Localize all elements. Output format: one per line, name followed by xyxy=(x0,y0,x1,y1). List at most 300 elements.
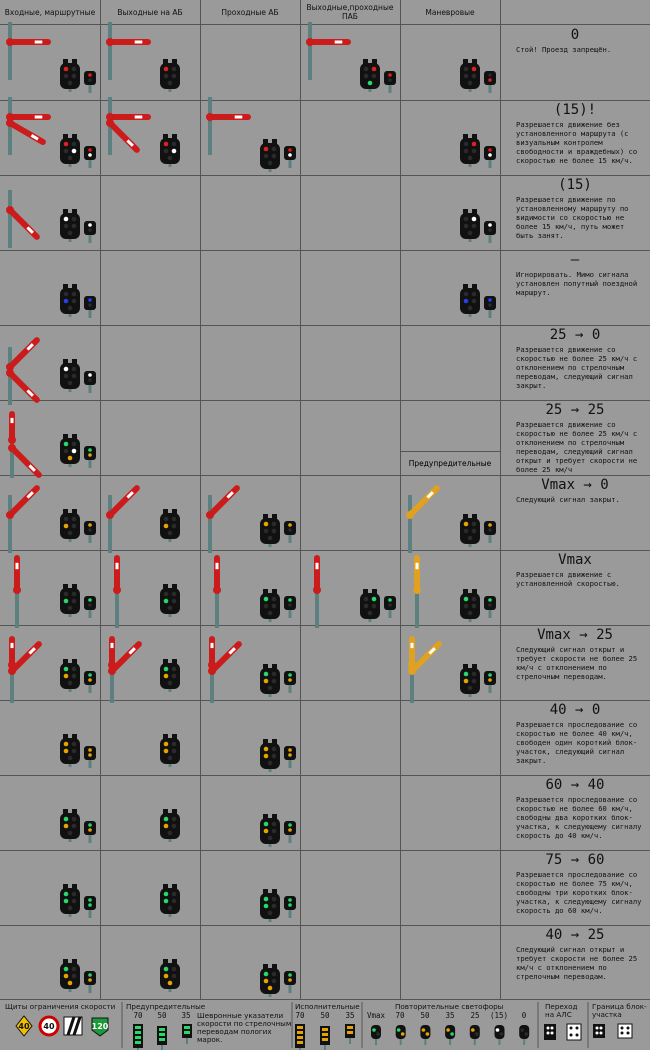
signal-lamp xyxy=(64,149,69,154)
signal-lamp xyxy=(288,148,292,152)
aspect-title: 40 → 25 xyxy=(545,927,605,943)
signal-head xyxy=(284,596,296,610)
signal-lamp xyxy=(88,978,92,982)
signal-lamp xyxy=(72,367,77,372)
light-signal xyxy=(60,359,80,392)
repeater-lamp xyxy=(496,1028,500,1032)
signal-head xyxy=(84,296,96,310)
signal-lamp xyxy=(72,224,77,229)
dwarf-signal xyxy=(84,371,96,393)
semaphore-pivot xyxy=(206,113,214,121)
signal-mast xyxy=(161,1045,163,1050)
signal-lamp xyxy=(172,524,177,529)
signal-lamp xyxy=(464,522,469,527)
signal-lamp xyxy=(464,224,469,229)
signal-lamp xyxy=(168,981,173,986)
signal-lamp xyxy=(268,986,273,991)
signal-visor xyxy=(272,739,277,745)
light-signal xyxy=(60,584,80,617)
column-header-pab: Выходные,проходные ПАБ xyxy=(306,3,394,21)
warning-indicator-lamp xyxy=(135,1041,141,1044)
speed-board-value: 40 xyxy=(18,1022,30,1031)
signal-visor xyxy=(172,134,177,140)
aspect-text: Разрешается движение без установленного маршрута (с визуальным контролем свободности и враждебных) со скоростью не более 15 км/ч. xyxy=(516,120,638,165)
signal-lamp xyxy=(88,603,92,607)
signal-visor xyxy=(72,134,77,140)
light-signal xyxy=(460,514,480,547)
semaphore-pivot xyxy=(6,369,14,377)
column-header-exit-ab: Выходные на АБ xyxy=(117,7,183,17)
repeater-lamp xyxy=(500,1032,504,1036)
light-signal xyxy=(160,734,180,767)
als-sign xyxy=(567,1024,581,1040)
signal-lamp xyxy=(68,306,73,311)
signal-visor xyxy=(163,809,168,815)
signal-lamp xyxy=(88,898,92,902)
signal-lamp xyxy=(472,672,477,677)
aspect-text: Разрешается движение со скоростью не более 25 км/ч с отклонением по стрелочным переводам, следующий сигнал открыт и требует скорости не более 25 км/ч xyxy=(516,420,638,474)
semaphore xyxy=(6,340,37,405)
signal-lamp xyxy=(272,747,277,752)
dwarf-signal xyxy=(484,296,496,318)
semaphore-mast xyxy=(208,495,212,553)
block-dot xyxy=(627,1032,630,1035)
legend-repeater-value: 35 xyxy=(445,1011,455,1020)
signal-mast xyxy=(424,1039,426,1045)
signal-lamp xyxy=(88,973,92,977)
signal-lamp xyxy=(64,67,69,72)
signal-visor xyxy=(472,134,477,140)
signal-lamp xyxy=(172,892,177,897)
signal-lamp xyxy=(164,967,169,972)
signal-lamp xyxy=(488,228,492,232)
signal-lamp xyxy=(164,142,169,147)
signal-lamp xyxy=(172,67,177,72)
column-header-shunting: Маневровые xyxy=(425,7,475,17)
signal-lamp xyxy=(264,529,269,534)
signal-lamp xyxy=(468,536,473,541)
signal-lamp xyxy=(72,824,77,829)
semaphore-pivot xyxy=(408,667,416,675)
semaphore xyxy=(8,639,39,703)
signal-visor xyxy=(272,514,277,520)
signal-lamp xyxy=(164,599,169,604)
signal-lamp xyxy=(272,597,277,602)
warning-indicator-lamp xyxy=(159,1033,165,1036)
legend-speed-boards-label: Щиты ограничения скорости xyxy=(5,1002,116,1011)
legend-warning-value: 50 xyxy=(157,1011,167,1020)
warning-indicator-lamp xyxy=(184,1031,190,1034)
signal-visor xyxy=(272,664,277,670)
signal-visor xyxy=(72,734,77,740)
light-signal xyxy=(460,59,480,92)
signal-visor xyxy=(172,584,177,590)
signal-lamp xyxy=(288,678,292,682)
signal-lamp xyxy=(88,153,92,157)
aspect-text: Разрешается движение с установленной скоростью. xyxy=(516,570,620,588)
signal-lamp xyxy=(464,604,469,609)
signal-lamp xyxy=(288,823,292,827)
signal-lamp xyxy=(388,603,392,607)
block-dot xyxy=(627,1027,630,1030)
signal-visor xyxy=(263,589,268,595)
signal-lamp xyxy=(464,149,469,154)
signal-mast xyxy=(474,1039,476,1045)
signal-lamp xyxy=(464,299,469,304)
signal-lamp xyxy=(472,522,477,527)
semaphore xyxy=(213,558,221,628)
signal-lamp xyxy=(264,754,269,759)
signal-visor xyxy=(472,284,477,290)
signal-lamp xyxy=(88,678,92,682)
dwarf-signal xyxy=(484,671,496,693)
signal-lamp xyxy=(472,67,477,72)
signal-lamp xyxy=(64,824,69,829)
als-dot xyxy=(570,1034,573,1037)
signal-lamp xyxy=(264,747,269,752)
signal-lamp xyxy=(88,223,92,227)
signal-lamp xyxy=(488,598,492,602)
als-dot xyxy=(576,1034,579,1037)
aspect-title: 75 → 60 xyxy=(545,852,605,868)
aspect-title: Vmax → 25 xyxy=(537,627,613,643)
signal-lamp xyxy=(264,522,269,527)
semaphore xyxy=(206,97,248,155)
legend-repeater-value: 50 xyxy=(420,1011,430,1020)
repeater-lamp xyxy=(426,1032,430,1036)
dwarf-signal xyxy=(84,446,96,468)
signal-lamp xyxy=(68,156,73,161)
semaphore xyxy=(106,97,148,155)
signal-lamp xyxy=(68,606,73,611)
semaphore-pivot xyxy=(13,586,21,594)
signal-visor xyxy=(72,884,77,890)
signal-lamp xyxy=(64,667,69,672)
dwarf-signal xyxy=(284,971,296,993)
block-dot xyxy=(596,1032,599,1035)
executive-indicator-lamp xyxy=(347,1026,353,1029)
signal-lamp xyxy=(172,974,177,979)
signal-lamp xyxy=(288,523,292,527)
signal-lamp xyxy=(288,673,292,677)
signal-lamp xyxy=(88,828,92,832)
signal-mast xyxy=(324,1045,326,1050)
signal-lamp xyxy=(64,517,69,522)
signal-visor xyxy=(63,209,68,215)
legend-block-label: Граница блок-участка xyxy=(592,1002,647,1019)
signal-lamp xyxy=(268,836,273,841)
light-signal xyxy=(60,734,80,767)
signal-visor xyxy=(472,514,477,520)
signal-lamp xyxy=(164,674,169,679)
semaphore xyxy=(6,488,37,553)
signal-head xyxy=(384,71,396,85)
signal-lamp xyxy=(68,906,73,911)
signal-visor xyxy=(63,284,68,290)
signal-visor xyxy=(463,664,468,670)
repeater-signal xyxy=(519,1025,529,1039)
warning-indicator-lamp xyxy=(159,1038,165,1041)
light-signal xyxy=(60,284,80,317)
signal-visor xyxy=(63,359,68,365)
signal-lamp xyxy=(372,74,377,79)
signal-lamp xyxy=(364,74,369,79)
signal-visor xyxy=(472,209,477,215)
signal-lamp xyxy=(164,149,169,154)
signal-head xyxy=(84,446,96,460)
signal-lamp xyxy=(272,979,277,984)
speed-board-value: 120 xyxy=(91,1022,109,1031)
signal-head xyxy=(84,821,96,835)
semaphore-mast xyxy=(408,495,412,553)
light-signal xyxy=(60,659,80,692)
aspect-title: 25 → 0 xyxy=(549,327,601,343)
signal-lamp xyxy=(72,449,77,454)
signal-lamp xyxy=(88,298,92,302)
signal-mast xyxy=(523,1039,525,1045)
legend-warning-value: 35 xyxy=(181,1011,191,1020)
signal-head xyxy=(84,596,96,610)
aspect-title: Vmax xyxy=(558,552,592,568)
signal-visor xyxy=(263,139,268,145)
signal-visor xyxy=(272,889,277,895)
signal-visor xyxy=(272,814,277,820)
signal-lamp xyxy=(268,761,273,766)
warning-indicator-lamp xyxy=(135,1026,141,1029)
signal-visor xyxy=(63,734,68,740)
signal-visor xyxy=(172,959,177,965)
aspect-text: Разрешается проследование со скоростью не более 60 км/ч, свободны два коротких блок-участка, к следующему сигналу скорость до 40 км/ч. xyxy=(516,795,642,840)
signal-lamp xyxy=(72,592,77,597)
signal-visor xyxy=(463,59,468,65)
signal-lamp xyxy=(64,442,69,447)
semaphore-pivot xyxy=(8,444,16,452)
signal-lamp xyxy=(68,381,73,386)
light-signal xyxy=(260,664,280,697)
signal-lamp xyxy=(64,292,69,297)
signal-lamp xyxy=(68,681,73,686)
dwarf-signal xyxy=(484,146,496,168)
signal-lamp xyxy=(168,756,173,761)
signal-lamp xyxy=(288,603,292,607)
signal-lamp xyxy=(172,749,177,754)
signal-lamp xyxy=(72,74,77,79)
semaphore-pivot xyxy=(406,511,414,519)
signal-lamp xyxy=(172,967,177,972)
semaphore-pivot xyxy=(6,511,14,519)
signal-lamp xyxy=(72,67,77,72)
semaphore xyxy=(313,558,321,628)
signal-lamp xyxy=(64,899,69,904)
signal-lamp xyxy=(272,522,277,527)
legend-warning-value: 70 xyxy=(133,1011,143,1020)
block-dot xyxy=(596,1027,599,1030)
repeater-lamp xyxy=(376,1032,380,1036)
light-signal xyxy=(160,959,180,992)
dwarf-signal xyxy=(484,221,496,243)
signal-lamp xyxy=(464,74,469,79)
signal-lamp xyxy=(72,149,77,154)
dwarf-signal xyxy=(284,146,296,168)
semaphore-mast xyxy=(208,97,212,155)
semaphore-pivot xyxy=(106,38,114,46)
aspect-text: Следующий сигнал закрыт. xyxy=(516,495,620,504)
semaphore xyxy=(8,414,39,478)
column-header-block-ab: Проходные АБ xyxy=(221,7,279,17)
dwarf-signal xyxy=(284,821,296,843)
dwarf-signal xyxy=(84,146,96,168)
dwarf-signal xyxy=(484,521,496,543)
signal-visor xyxy=(263,814,268,820)
semaphore-pivot xyxy=(6,119,14,127)
aspect-title: (15) xyxy=(558,177,592,193)
signal-head xyxy=(284,671,296,685)
dwarf-signal xyxy=(284,746,296,768)
signal-lamp xyxy=(72,599,77,604)
signal-lamp xyxy=(72,374,77,379)
als-sign xyxy=(544,1024,556,1040)
semaphore-mast xyxy=(8,495,12,553)
signal-lamp xyxy=(172,599,177,604)
als-dot xyxy=(576,1027,579,1030)
semaphore-pivot xyxy=(106,511,114,519)
signal-visor xyxy=(263,514,268,520)
semaphore-pivot xyxy=(313,586,321,594)
warning-indicator-lamp xyxy=(184,1026,190,1029)
light-signal xyxy=(460,209,480,242)
light-signal xyxy=(260,589,280,622)
aspect-title: 40 → 0 xyxy=(549,702,601,718)
aspect-title: — xyxy=(570,252,580,268)
semaphore-pivot xyxy=(113,586,121,594)
signal-lamp xyxy=(68,981,73,986)
warning-indicator-lamp xyxy=(135,1036,141,1039)
signal-head xyxy=(284,146,296,160)
signal-visor xyxy=(63,659,68,665)
signal-lamp xyxy=(288,978,292,982)
legend-repeater-value: (15) xyxy=(489,1011,509,1020)
signal-lamp xyxy=(264,904,269,909)
light-signal xyxy=(60,59,80,92)
signal-visor xyxy=(463,589,468,595)
aspect-text: Разрешается движение по установленному маршруту по видимости со скоростью не более 15 км/ч, путь может быть занят. xyxy=(516,195,629,240)
signal-lamp xyxy=(164,524,169,529)
signal-lamp xyxy=(164,74,169,79)
legend-als-label: Переход на АЛС xyxy=(545,1002,578,1019)
signal-lamp xyxy=(272,154,277,159)
semaphore-pivot xyxy=(8,436,16,444)
legend-warning-label: Предупредительные xyxy=(126,1002,206,1011)
signal-visor xyxy=(63,884,68,890)
signal-visor xyxy=(72,359,77,365)
light-signal xyxy=(360,589,380,622)
aspect-text: Разрешается движение со скоростью не более 25 км/ч с отклонением по стрелочным переводам, следующий сигнал закрыт. xyxy=(516,345,638,390)
signal-lamp xyxy=(468,611,473,616)
als-dot xyxy=(551,1027,554,1030)
legend-executive-value: 70 xyxy=(295,1011,305,1020)
light-signal xyxy=(260,514,280,547)
signal-visor xyxy=(163,134,168,140)
signal-lamp xyxy=(472,604,477,609)
signal-lamp xyxy=(172,899,177,904)
signal-lamp xyxy=(64,742,69,747)
repeater-lamp xyxy=(524,1032,528,1036)
signal-visor xyxy=(63,134,68,140)
signal-visor xyxy=(372,59,377,65)
signal-lamp xyxy=(472,142,477,147)
signal-visor xyxy=(372,589,377,595)
signal-lamp xyxy=(464,67,469,72)
signal-visor xyxy=(72,659,77,665)
light-signal xyxy=(460,284,480,317)
signal-lamp xyxy=(172,149,177,154)
signal-head xyxy=(484,296,496,310)
dwarf-signal xyxy=(284,896,296,918)
signal-mast xyxy=(449,1039,451,1045)
signal-head xyxy=(284,896,296,910)
dwarf-signal xyxy=(384,596,396,618)
signal-lamp xyxy=(72,974,77,979)
signal-visor xyxy=(163,734,168,740)
signal-lamp xyxy=(472,217,477,222)
signal-lamp xyxy=(68,831,73,836)
legend-repeater-label: Повторительные светофоры xyxy=(395,1002,504,1011)
signal-lamp xyxy=(264,604,269,609)
signal-lamp xyxy=(88,373,92,377)
signal-visor xyxy=(172,59,177,65)
signal-visor xyxy=(172,884,177,890)
signal-head xyxy=(84,896,96,910)
repeater-signal xyxy=(470,1025,480,1039)
light-signal xyxy=(60,884,80,917)
signal-visor xyxy=(263,964,268,970)
signal-visor xyxy=(63,809,68,815)
legend-repeater-value: 0 xyxy=(521,1011,527,1020)
signal-head xyxy=(84,671,96,685)
signal-lamp xyxy=(72,142,77,147)
signal-visor xyxy=(72,809,77,815)
light-signal xyxy=(160,659,180,692)
signal-lamp xyxy=(264,897,269,902)
dwarf-signal xyxy=(484,71,496,93)
signal-lamp xyxy=(288,828,292,832)
warning-indicator-lamp xyxy=(135,1031,141,1034)
aspect-text: Следующий сигнал открыт и требует скорости не более 25 км/ч с отклонением по стрелочным переводам. xyxy=(516,945,638,981)
shunting-warning-subheader: Предупредительные xyxy=(408,458,492,468)
signal-lamp xyxy=(172,517,177,522)
semaphore-pivot xyxy=(213,586,221,594)
signal-head xyxy=(84,221,96,235)
signal-visor xyxy=(63,59,68,65)
aspect-text: Разрешается проследование со скоростью не более 40 км/ч, свободен один короткий блок-участок, следующий сигнал закрыт. xyxy=(516,720,638,765)
signal-lamp xyxy=(472,529,477,534)
signal-head xyxy=(84,146,96,160)
signal-visor xyxy=(63,959,68,965)
light-signal xyxy=(160,59,180,92)
aspect-title: (15)! xyxy=(553,102,597,118)
signal-lamp xyxy=(488,528,492,532)
signal-head xyxy=(484,521,496,535)
signal-lamp xyxy=(68,231,73,236)
dwarf-signal xyxy=(84,221,96,243)
signal-visor xyxy=(163,884,168,890)
semaphore-mast xyxy=(108,495,112,553)
signal-lamp xyxy=(272,529,277,534)
signal-lamp xyxy=(88,78,92,82)
signal-lamp xyxy=(288,598,292,602)
dwarf-signal xyxy=(84,746,96,768)
signal-lamp xyxy=(464,672,469,677)
